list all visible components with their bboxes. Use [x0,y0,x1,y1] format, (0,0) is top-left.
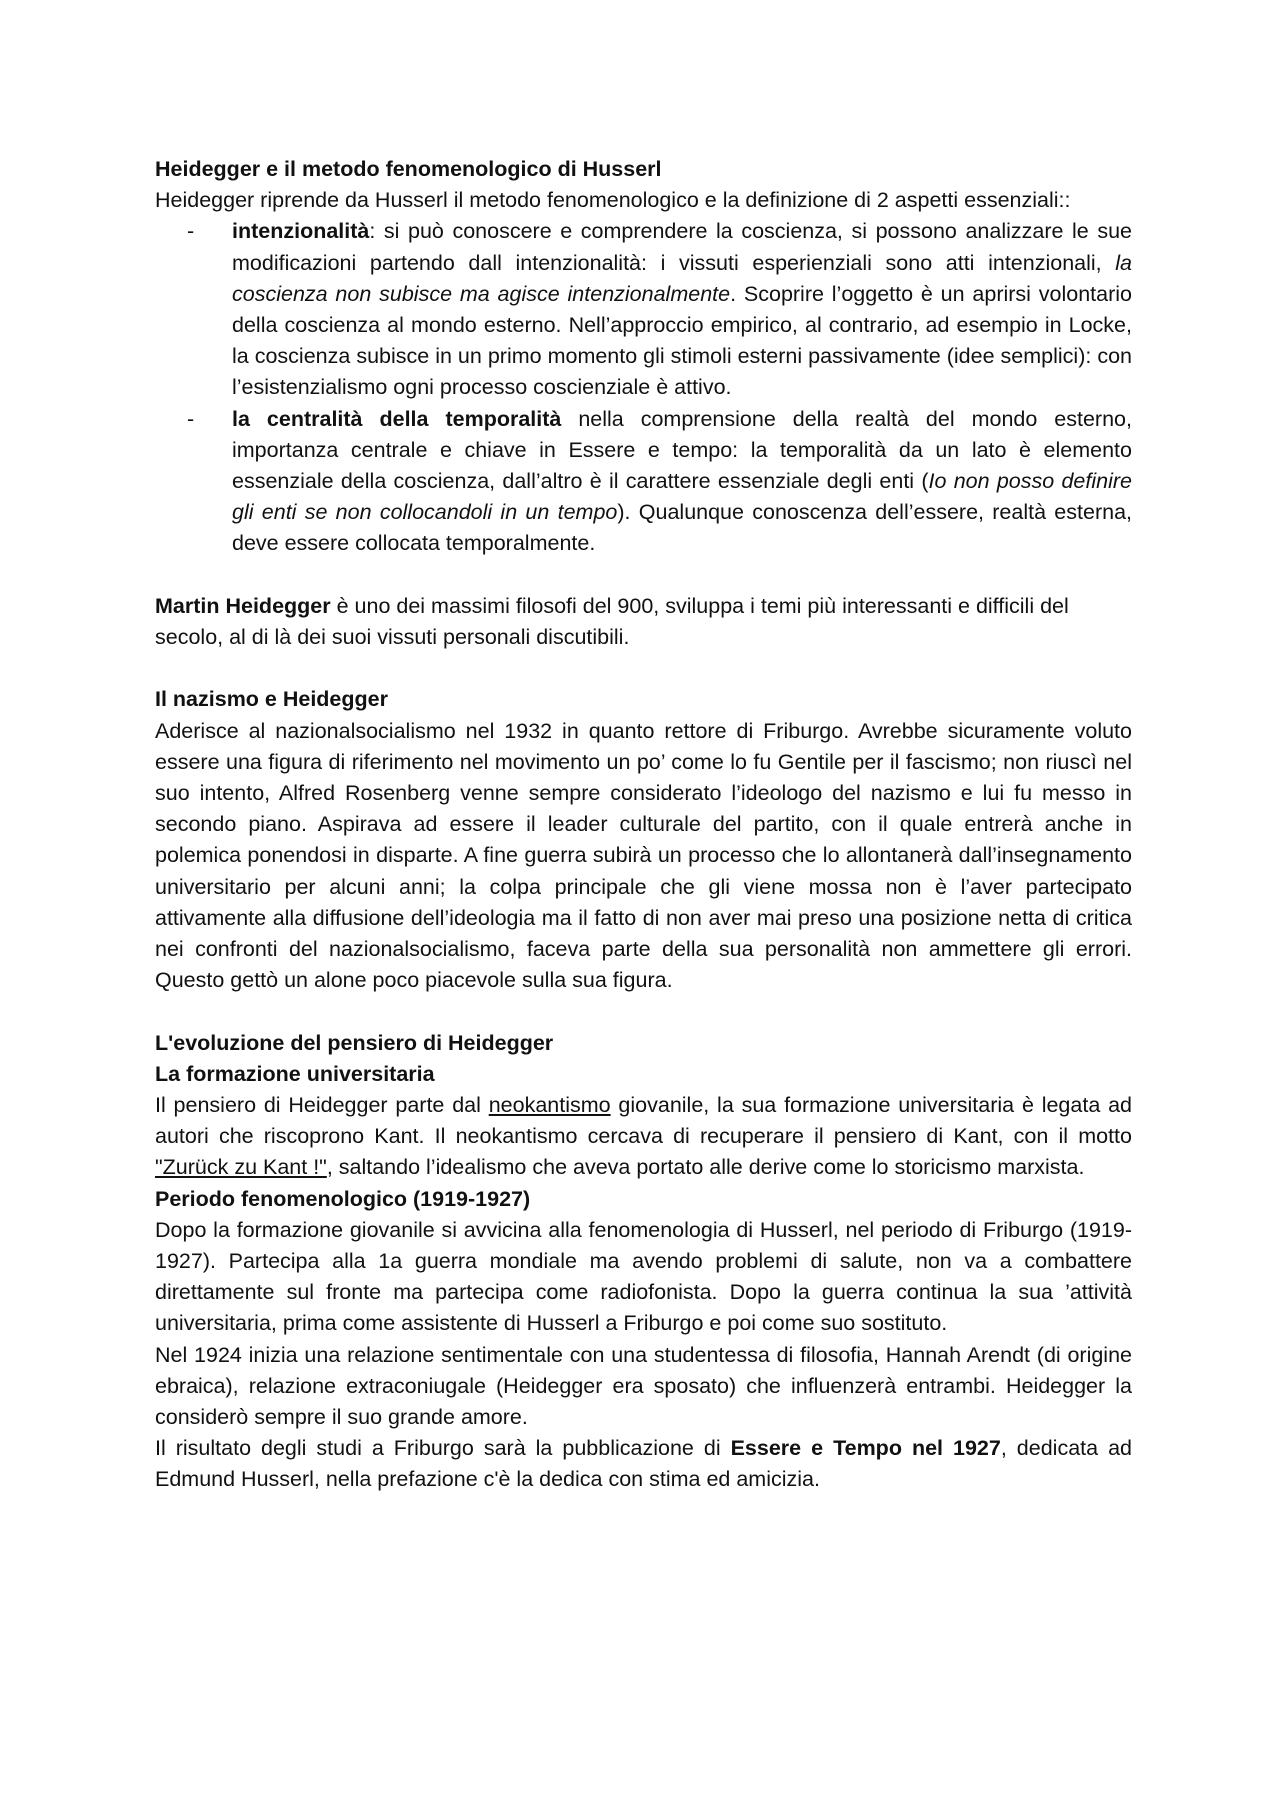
section-title-nazismo: Il nazismo e Heidegger [155,687,388,712]
aspect-text: ). Qualunque conoscenza dell’essere, realtà esterna, deve essere collocata temporalmente. [232,500,1132,556]
aspect-italic: Io non posso definire gli enti se non collocandoli in un tempo [232,469,1132,525]
periodo-paragraph-3 [155,1433,1132,1495]
aspect-term: la centralità della temporalità [232,406,562,431]
periodo-bold: Essere e Tempo nel 1927 [730,1436,1001,1461]
husserl-intro-text: Heidegger riprende da Husserl il metodo fenomenologico e la definizione di 2 aspetti essenziali:: [155,188,1071,213]
motto-link[interactable]: "Zurück zu Kant !" [155,1155,327,1180]
periodo-text: Nel 1924 inizia una relazione sentimentale con una studentessa di filosofia, Hannah Arendt (di origine ebraica), relazione extraconiugale (Heidegger era sposato) che influenzerà entrambi. Heidegger la considerò sempre il suo grande amore. [155,1342,1132,1430]
section-title-husserl: Heidegger e il metodo fenomenologico di Husserl [155,157,662,181]
periodo-text: Il risultato degli studi a Friburgo sarà la pubblicazione di [155,1436,731,1461]
spacer [155,653,1132,684]
subsection-title-formazione: La formazione universitaria [155,1061,435,1086]
periodo-text: Dopo la formazione giovanile si avvicina alla fenomenologia di Husserl, nel periodo di Friburgo (1919-1927). Partecipa alla 1a guerra mondiale ma avendo problemi di salute, non va a combattere direttamente sul fronte ma partecipa come radiofonista. Dopo la guerra continua la sua ’attività universitaria, prima come assistente di Husserl a Friburgo e poi come suo sostituto. [155,1217,1132,1336]
aspect-text: nella comprensione della realtà del mondo esterno, importanza centrale e chiave in Essere e tempo: la temporalità da un lato è elemento essenziale della coscienza, dall’altro è il carattere essenziale degli enti ( [232,406,1132,494]
spacer [155,996,1132,1027]
aspect-text: . Scoprire l’oggetto è un aprirsi volontario della coscienza al mondo esterno. Nell’approccio empirico, al contrario, ad esempio in Locke, la coscienza subisce in un primo momento gli stimoli esterni passivamente (idee semplici): con l’esistenzialismo ogni processo coscienziale è attivo. [232,281,1133,400]
formazione-text: Il pensiero di Heidegger parte dal [155,1093,489,1118]
aspect-item-temporalita [232,404,1132,560]
periodo-text: , dedicata ad Edmund Husserl, nella prefazione c'è la dedica con stima ed amicizia. [155,1436,1132,1492]
formazione-paragraph [155,1090,1132,1184]
nazismo-text: Aderisce al nazionalsocialismo nel 1932 in quanto rettore di Friburgo. Avrebbe sicuramente voluto essere una figura di riferimento nel movimento un po’ come lo fu Gentile per il fascismo; non riuscì nel suo intento, Alfred Rosenberg venne sempre considerato l’ideologo del nazismo e lui fu messo in secondo piano. Aspirava ad essere il leader culturale del partito, con il quale entrerà anche in polemica ponendosi in disparte. A fine guerra subirà un processo che lo allontanerà dall’insegnamento universitario per alcuni anni; la colpa principale che gli viene mossa non è l’aver partecipato attivamente alla diffusione dell’ideologia ma il fatto di non aver mai preso una posizione netta di critica nei confronti del nazionalsocialismo, faceva parte della sua personalità non ammettere gli errori. Questo gettò un alone poco piacevole sulla sua figura. [155,718,1132,993]
subsection-title-periodo: Periodo fenomenologico (1919-1927) [155,1186,531,1211]
aspect-term: intenzionalità [232,219,370,244]
martin-text: è uno dei massimi filosofi del 900, sviluppa i temi più interessanti e difficili del secolo, al di là dei suoi vissuti personali discutibili. [155,593,1069,650]
formazione-text: , saltando l’idealismo che aveva portato alle derive come lo storicismo marxista. [326,1155,1085,1180]
aspect-italic: la coscienza non subisce ma agisce intenzionalmente [232,250,1132,306]
aspect-text: : si può conoscere e comprendere la coscienza, si possono analizzare le sue modificazioni partendo dall intenzionalità: i vissuti esperienziali sono atti intenzionali, [232,219,1132,275]
nazismo-paragraph [155,716,1132,997]
neokantismo-link[interactable]: neokantismo [488,1093,611,1118]
periodo-paragraph-2 [155,1340,1132,1434]
periodo-paragraph-1 [155,1215,1132,1340]
martin-paragraph [155,591,1132,653]
aspect-item-intenzionalita [232,216,1132,403]
martin-name: Martin Heidegger [155,593,331,618]
formazione-text: giovanile, la sua formazione universitaria è legata ad autori che riscoprono Kant. Il neokantismo cercava di recuperare il pensiero di Kant, con il motto [155,1093,1133,1149]
aspects-list [155,216,1132,559]
husserl-intro [155,185,1132,216]
spacer [155,560,1132,591]
section-title-evoluzione: L'evoluzione del pensiero di Heidegger [155,1030,554,1055]
